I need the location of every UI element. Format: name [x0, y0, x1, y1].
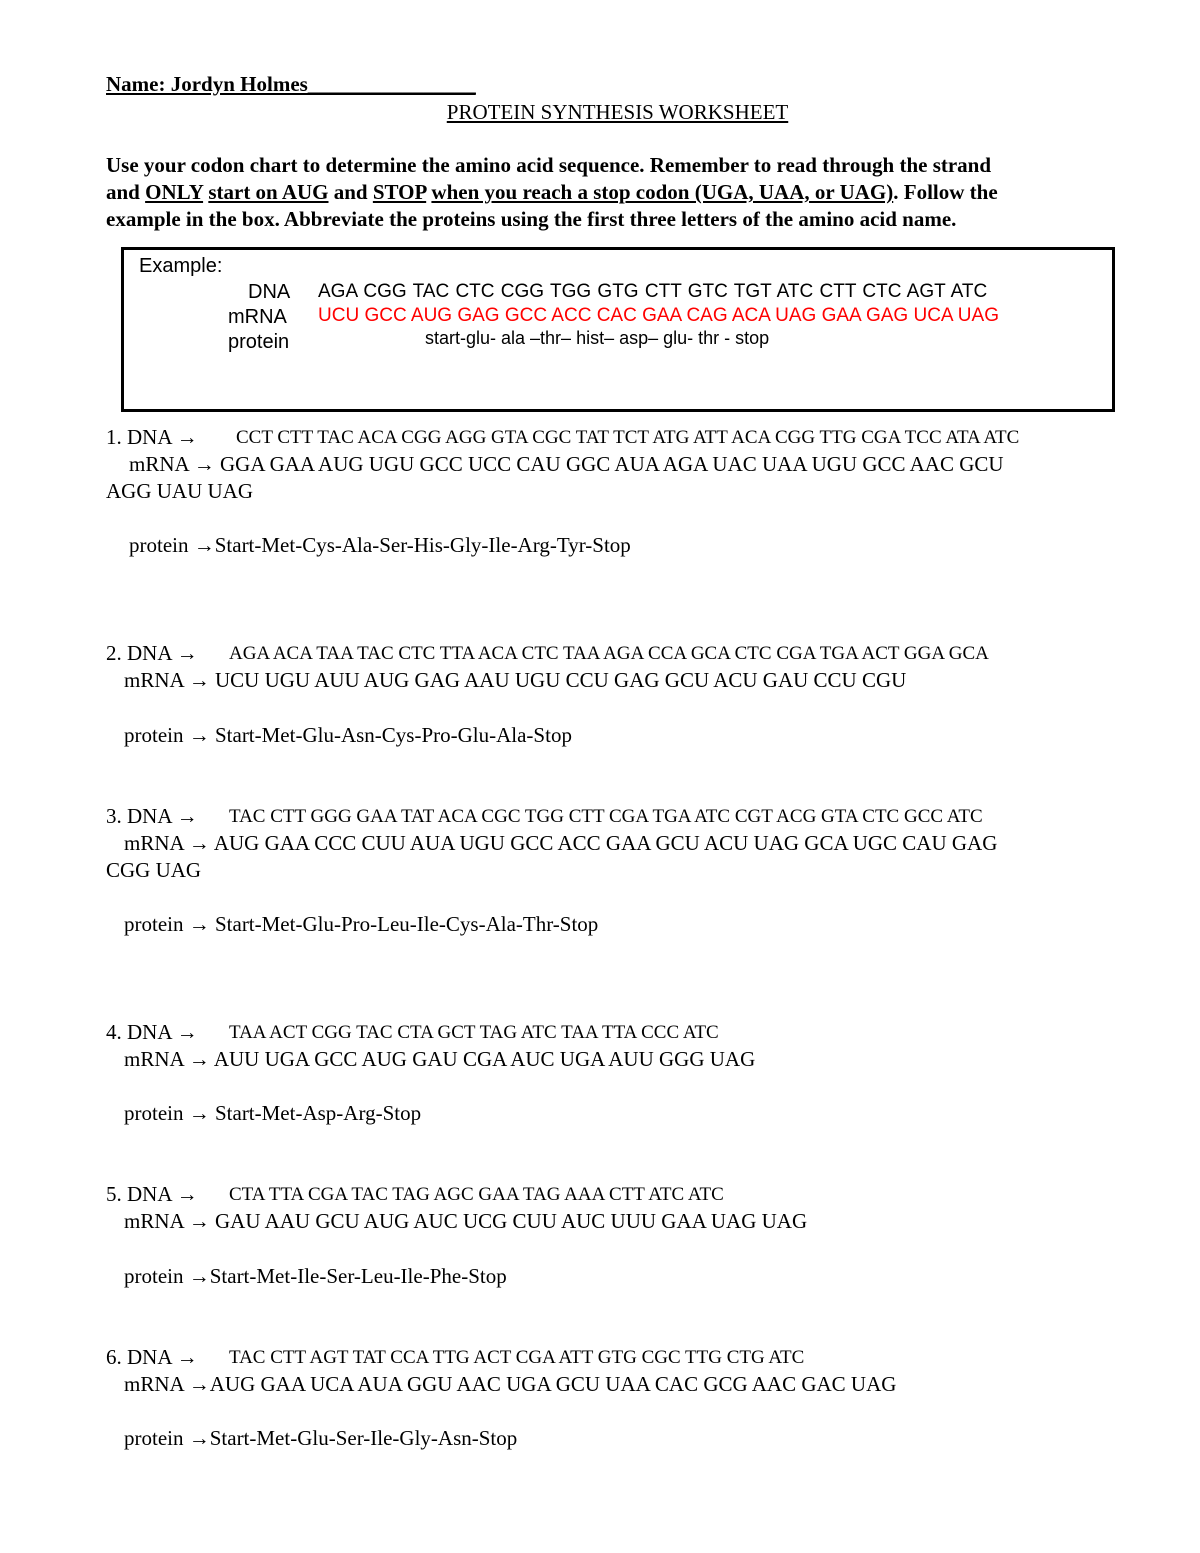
example-dna-sequence: AGA CGG TAC CTC CGG TGG GTG CTT GTC TGT ATC CTT CTC AGT ATC	[318, 281, 988, 302]
problem-2-dna-prefix: 2. DNA →	[106, 641, 198, 665]
problem-4-protein: protein → Start-Met-Asp-Arg-Stop	[124, 1101, 422, 1125]
problem-1-dna: CCT CTT TAC ACA CGG AGG GTA CGC TAT TCT ATG ATT ACA CGG TTG CGA TCC ATA ATC	[236, 427, 1020, 448]
example-mrna-sequence: UCU GCC AUG GAG GCC ACC CAC GAA CAG ACA UAG GAA GAG UCA UAG	[318, 305, 999, 326]
problem-3-mrna-cont: CGG UAG	[106, 858, 202, 882]
problem-4-mrna: mRNA → AUU UGA GCC AUG GAU CGA AUC UGA AUU GGG UAG	[124, 1047, 756, 1071]
instr-text: . Follow the	[893, 180, 998, 204]
problem-6-dna-prefix: 6. DNA →	[106, 1345, 198, 1369]
problem-3-protein: protein → Start-Met-Glu-Pro-Leu-Ile-Cys-Ala-Thr-Stop	[124, 912, 599, 936]
instr-only: ONLY	[145, 180, 204, 204]
instr-stop: STOP	[372, 180, 427, 204]
worksheet-title: PROTEIN SYNTHESIS WORKSHEET	[446, 100, 789, 124]
problem-5-protein: protein →Start-Met-Ile-Ser-Leu-Ile-Phe-Stop	[124, 1264, 507, 1288]
example-mrna-label: mRNA	[228, 306, 287, 328]
problem-6-protein: protein →Start-Met-Glu-Ser-Ile-Gly-Asn-Stop	[124, 1426, 518, 1450]
problem-2-dna: AGA ACA TAA TAC CTC TTA ACA CTC TAA AGA CCA GCA CTC CGA TGA ACT GGA GCA	[229, 643, 989, 664]
instr-start-on-aug: start on AUG	[208, 180, 329, 204]
instr-stop-codons: when you reach a stop codon (UGA, UAA, or UAG)	[431, 180, 894, 204]
example-protein-sequence: start-glu- ala –thr– hist– asp– glu- thr - stop	[425, 328, 770, 348]
problem-3-dna: TAC CTT GGG GAA TAT ACA CGC TGG CTT CGA TGA ATC CGT ACG GTA CTC GCC ATC	[229, 806, 983, 827]
problem-2-protein: protein → Start-Met-Glu-Asn-Cys-Pro-Glu-Ala-Stop	[124, 723, 572, 747]
instr-text: and	[106, 180, 146, 204]
problem-4-dna: TAA ACT CGG TAC CTA GCT TAG ATC TAA TTA CCC ATC	[229, 1022, 719, 1043]
problem-6-dna: TAC CTT AGT TAT CCA TTG ACT CGA ATT GTG CGC TTG CTG ATC	[229, 1347, 805, 1368]
problem-1-protein: protein →Start-Met-Cys-Ala-Ser-His-Gly-Ile-Arg-Tyr-Stop	[129, 533, 631, 557]
problem-3-mrna: mRNA → AUG GAA CCC CUU AUA UGU GCC ACC GAA GCU ACU UAG GCA UGC CAU GAG	[124, 831, 998, 855]
problem-6-mrna: mRNA →AUG GAA UCA AUA GGU AAC UGA GCU UAA CAC GCG AAC GAC UAG	[124, 1372, 897, 1396]
problem-2-mrna: mRNA → UCU UGU AUU AUG GAG AAU UGU CCU GAG GCU ACU GAU CCU CGU	[124, 668, 907, 692]
example-protein-label: protein	[228, 331, 290, 353]
instructions-line-1: Use your codon chart to determine the amino acid sequence. Remember to read through the strand	[106, 153, 992, 177]
problem-4-dna-prefix: 4. DNA →	[106, 1020, 198, 1044]
example-heading: Example:	[139, 255, 223, 277]
instr-text: and	[328, 180, 373, 204]
problem-5-mrna: mRNA → GAU AAU GCU AUG AUC UCG CUU AUC UUU GAA UAG UAG	[124, 1209, 808, 1233]
problem-5-dna-prefix: 5. DNA →	[106, 1182, 198, 1206]
instructions-line-3: example in the box. Abbreviate the proteins using the first three letters of the amino acid name.	[106, 207, 957, 231]
student-name-line: Name: Jordyn Holmes________________	[106, 72, 476, 96]
problem-1-mrna: mRNA → GGA GAA AUG UGU GCC UCC CAU GGC AUA AGA UAC UAA UGU GCC AAC GCU	[129, 452, 1004, 476]
problem-1-mrna-cont: AGG UAU UAG	[106, 479, 253, 503]
instructions-line-2	[106, 180, 998, 205]
problem-1-dna-prefix: 1. DNA →	[106, 425, 198, 449]
example-dna-label: DNA	[248, 281, 291, 303]
problem-3-dna-prefix: 3. DNA →	[106, 804, 198, 828]
problem-5-dna: CTA TTA CGA TAC TAG AGC GAA TAG AAA CTT ATC ATC	[229, 1184, 724, 1205]
